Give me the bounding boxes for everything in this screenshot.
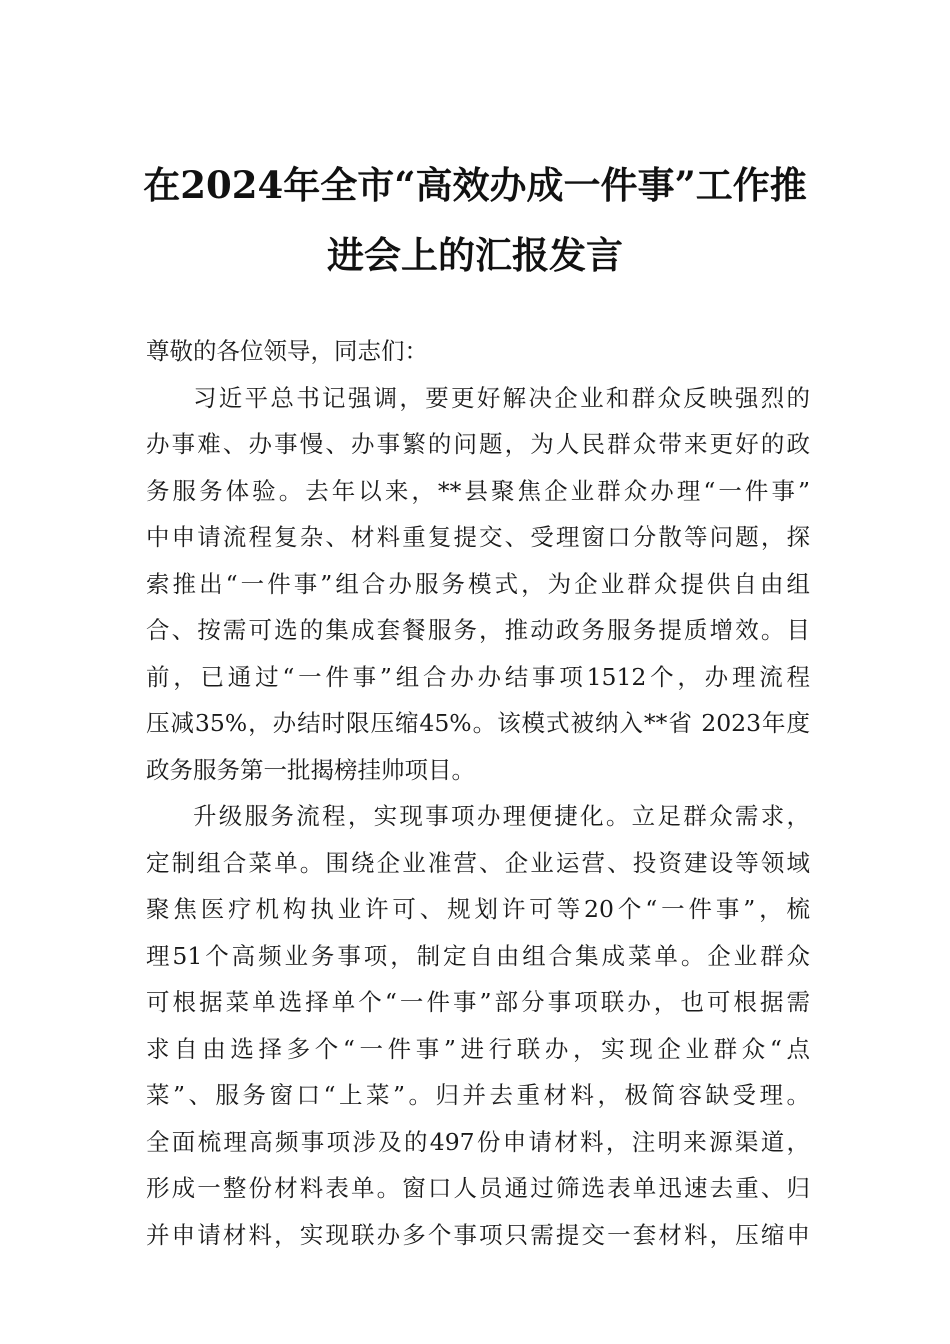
body-line: 合、按需可选的集成套餐服务，推动政务服务提质增效。目 xyxy=(146,616,810,644)
body-line: 全面梳理高频事项涉及的497份申请材料，注明来源渠道， xyxy=(146,1127,810,1156)
body-line: 政务服务第一批揭榜挂帅项目。 xyxy=(146,755,475,784)
body-line: 理51个高频业务事项，制定自由组合集成菜单。企业群众 xyxy=(146,941,810,970)
body-line: 索推出“一件事”组合办服务模式，为企业群众提供自由组 xyxy=(146,569,810,598)
title-line-1: 在2024年全市“高效办成一件事”工作推 xyxy=(143,163,807,207)
body-line: 形成一整份材料表单。窗口人员通过筛选表单迅速去重、归 xyxy=(146,1174,810,1202)
body-line: 定制组合菜单。围绕企业准营、企业运营、投资建设等领域 xyxy=(146,848,810,877)
body-line: 求自由选择多个“一件事”进行联办，实现企业群众“点 xyxy=(146,1034,810,1063)
salutation: 尊敬的各位领导，同志们： xyxy=(146,337,428,365)
document-body xyxy=(146,328,810,1258)
body-line: 办事难、办事慢、办事繁的问题，为人民群众带来更好的政 xyxy=(146,430,810,458)
body-line: 可根据菜单选择单个“一件事”部分事项联办，也可根据需 xyxy=(146,988,810,1016)
body-line: 中申请流程复杂、材料重复提交、受理窗口分散等问题，探 xyxy=(146,523,810,551)
title-line-2: 进会上的汇报发言 xyxy=(327,233,623,277)
body-line: 前，已通过“一件事”组合办办结事项1512个，办理流程 xyxy=(146,662,810,691)
body-line: 菜”、服务窗口“上菜”。归并去重材料，极简容缺受理。 xyxy=(146,1081,810,1109)
document-title xyxy=(130,150,820,290)
body-line: 务服务体验。去年以来，**县聚焦企业群众办理“一件事” xyxy=(146,476,810,505)
body-line: 习近平总书记强调，要更好解决企业和群众反映强烈的 xyxy=(193,383,810,412)
body-line: 聚焦医疗机构执业许可、规划许可等20个“一件事”，梳 xyxy=(146,895,810,923)
body-line: 并申请材料，实现联办多个事项只需提交一套材料，压缩申 xyxy=(146,1220,810,1249)
body-line: 升级服务流程，实现事项办理便捷化。立足群众需求， xyxy=(193,802,810,830)
body-line: 压减35%，办结时限压缩45%。该模式被纳入**省 2023年度 xyxy=(146,709,810,737)
